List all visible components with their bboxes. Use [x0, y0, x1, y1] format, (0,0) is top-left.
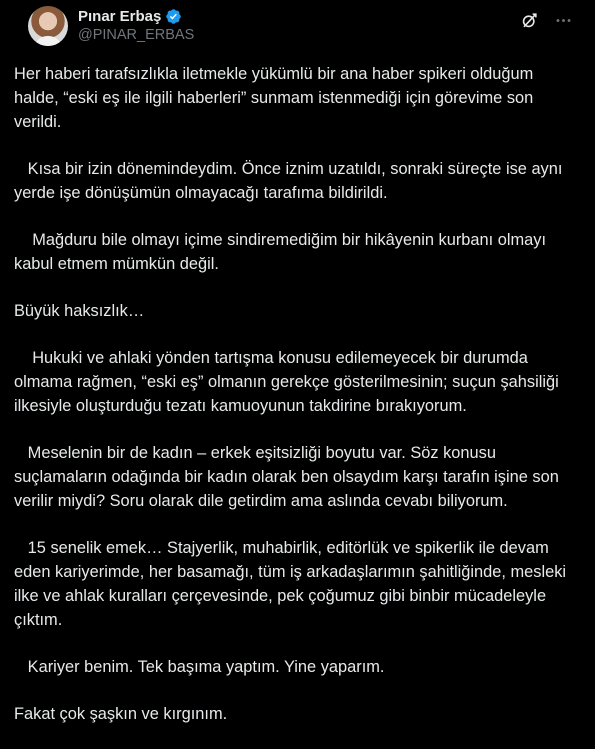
author-info [78, 8, 194, 43]
paragraph: Meselenin bir de kadın – erkek eşitsizliği boyutu var. Söz konusu suçlamaların odağında bir kadın olarak ben olsaydım karşı tarafın işine son verilir miydi? Soru olarak dile getirdim ama aslında cevabı biliyorum. [14, 444, 564, 510]
post-header [14, 0, 577, 56]
verified-badge-icon [165, 8, 182, 25]
display-name[interactable]: Pınar Erbaş [78, 8, 162, 25]
grok-icon[interactable] [519, 10, 539, 30]
paragraph: Hukuki ve ahlaki yönden tartışma konusu edilemeyecek bir durumda olmama rağmen, “eski eş” olmanın gerekçe gösterilmesinin; suçun şahsiliği ilkesiyle oluşturduğu tezatı kamuoyunun takdirine bırakıyorum. [14, 349, 564, 415]
avatar[interactable] [28, 6, 68, 46]
name-row [78, 8, 194, 25]
paragraph: Kariyer benim. Tek başıma yaptım. Yine yaparım. [14, 658, 385, 676]
header-actions [519, 10, 573, 30]
paragraph: Büyük haksızlık… [14, 302, 145, 320]
paragraph: 15 senelik emek… Stajyerlik, muhabirlik, editörlük ve spikerlik ile devam eden kariyerimde, her basamağı, tüm iş arkadaşlarımın şahitliğinde, mesleki ilke ve ahlak kuralları çerçevesinde, pek çoğumuz gibi binbir mücadeleyle çıktım. [14, 539, 571, 629]
handle[interactable]: @PINAR_ERBAS [78, 27, 195, 43]
paragraph: Her haberi tarafsızlıkla iletmekle yükümlü bir ana haber spikeri olduğum halde, “eski eş ile ilgili haberleri” sunmam istenmediği için görevime son verildi. [14, 65, 538, 131]
paragraph: Mağduru bile olmayı içime sindiremediğim bir hikâyenin kurbanı olmayı kabul etmem mümkün değil. [14, 231, 551, 273]
paragraph: Kısa bir izin dönemindeydim. Önce iznim uzatıldı, sonraki süreçte ise aynı yerde işe dönüşümün olmayacağı tarafıma bildirildi. [14, 160, 567, 202]
more-options-icon[interactable] [553, 10, 573, 30]
post-text [14, 62, 579, 749]
paragraph: Fakat çok şaşkın ve kırgınım. [14, 705, 228, 723]
